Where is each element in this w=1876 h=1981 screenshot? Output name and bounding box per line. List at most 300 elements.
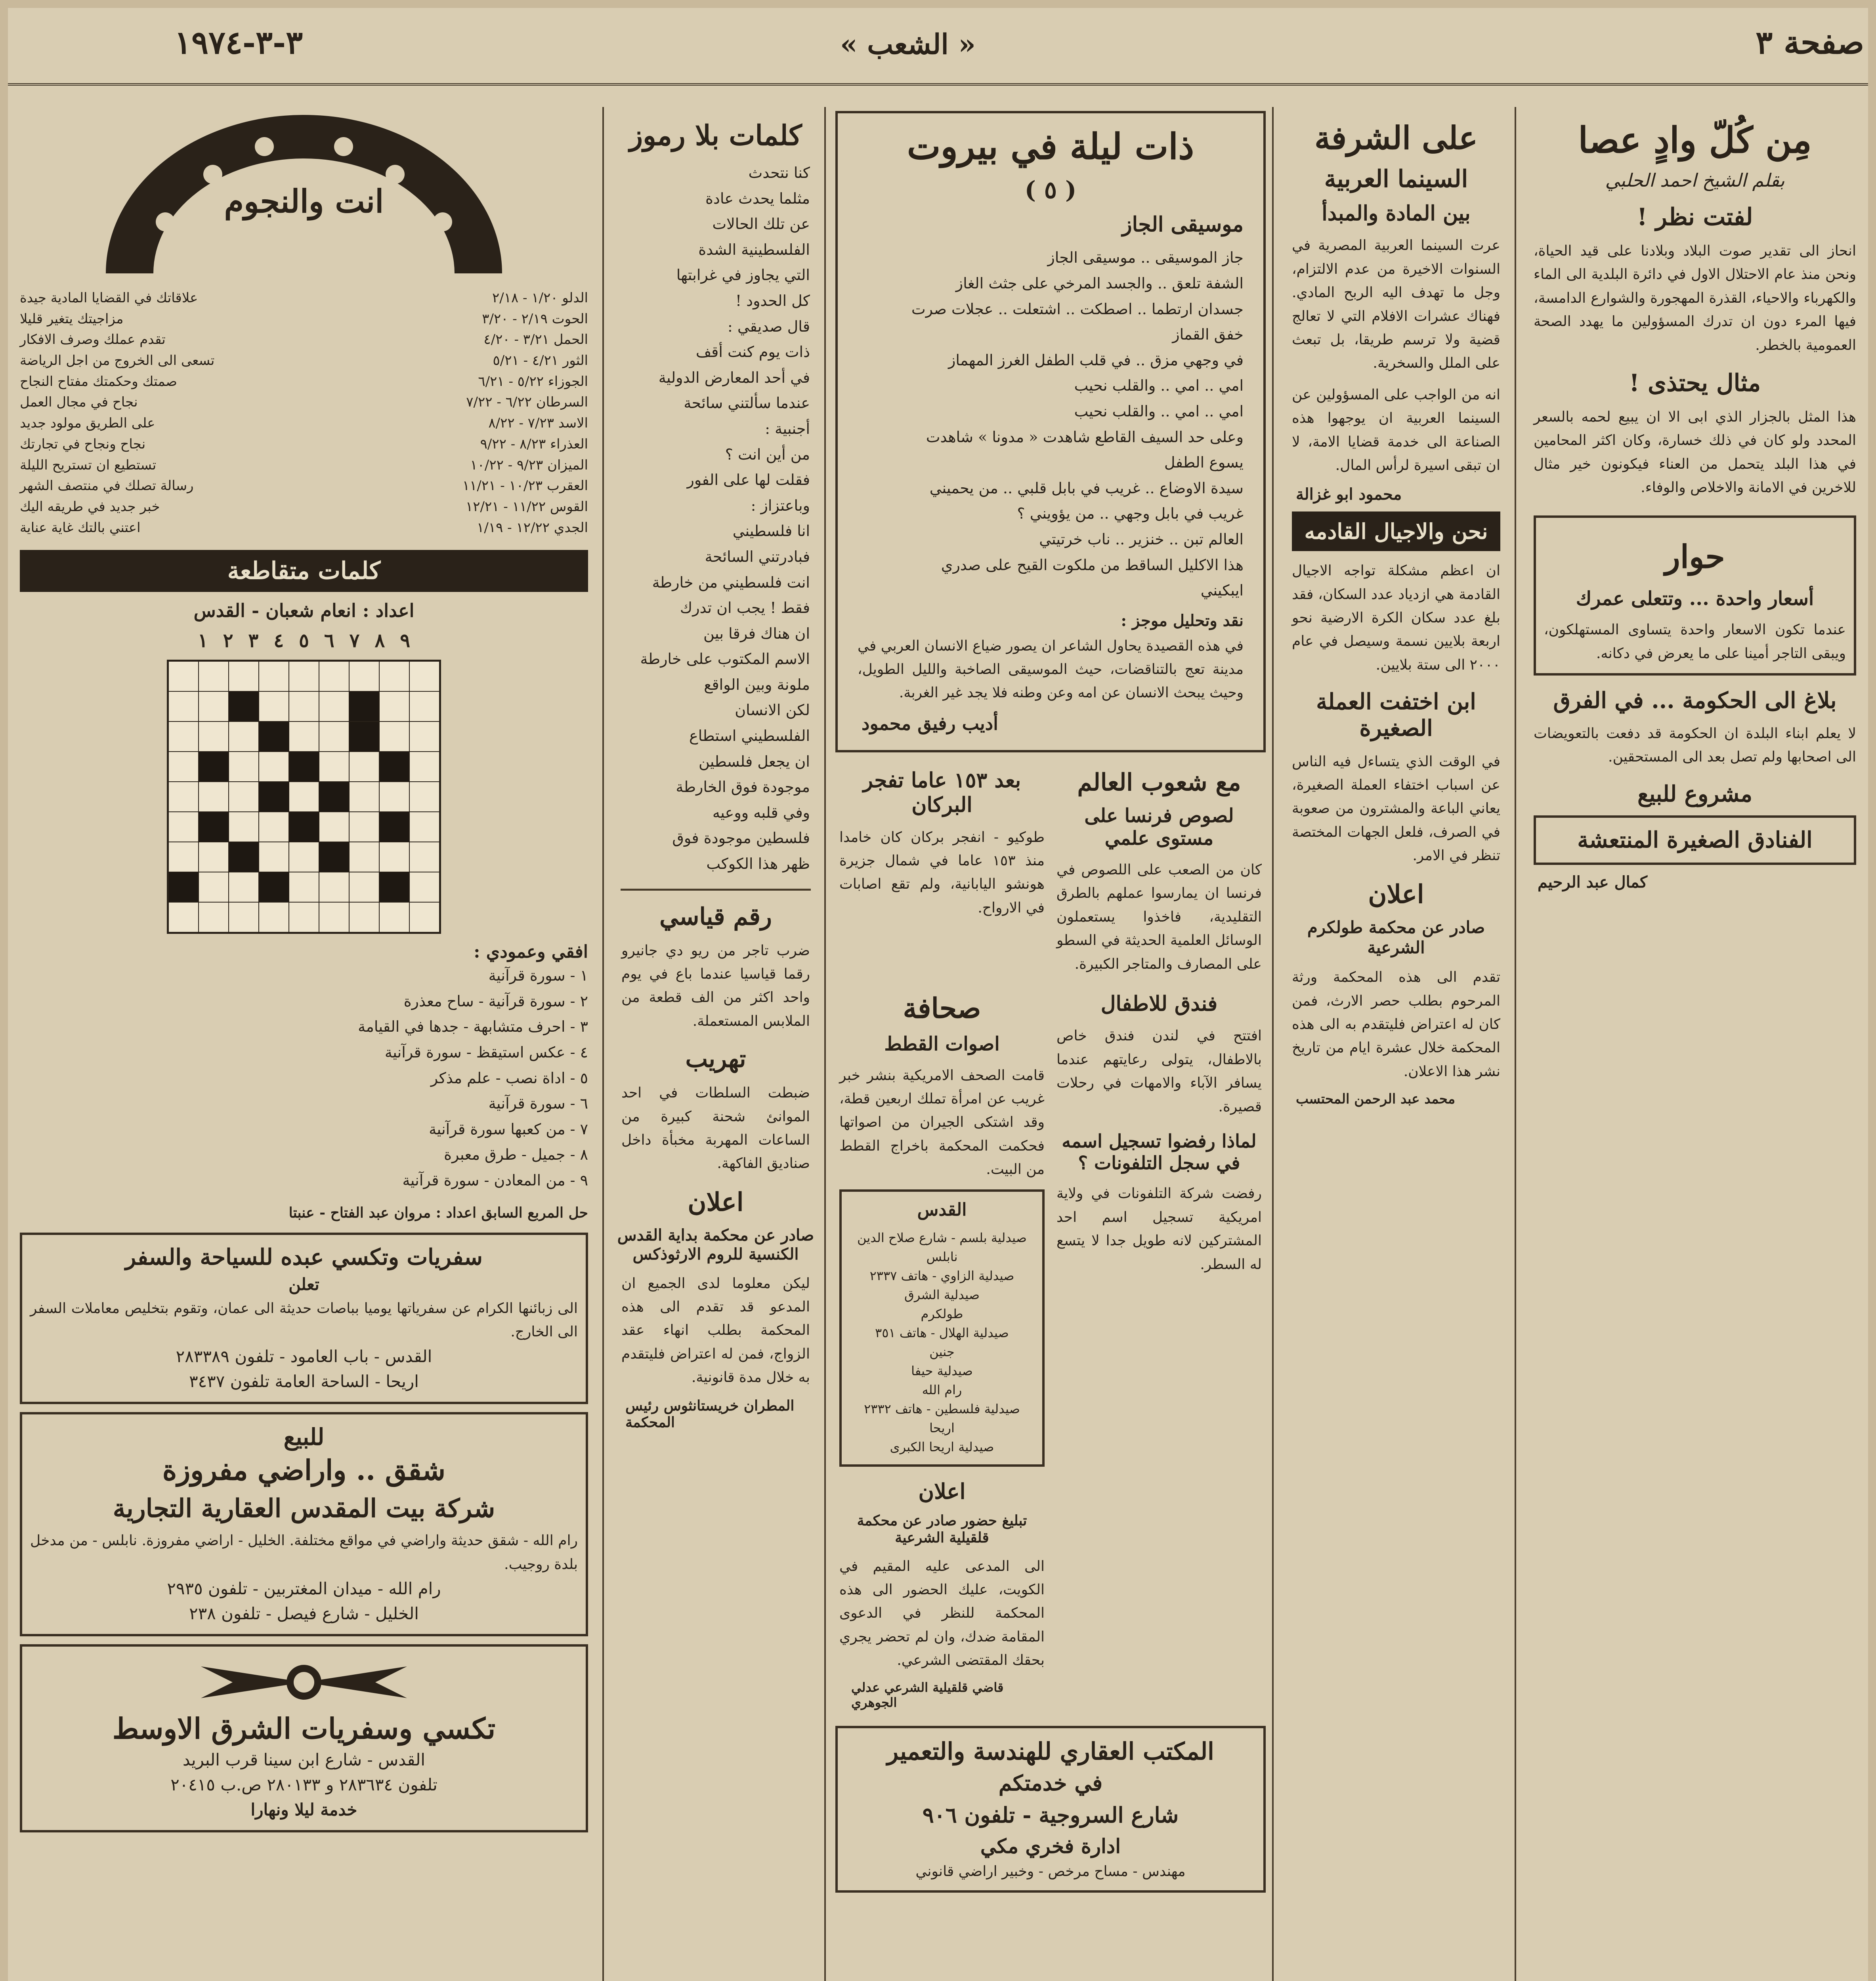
crossword-cell — [379, 691, 409, 721]
dialogue-box — [1534, 515, 1856, 676]
ad-title: للبيع — [283, 1423, 325, 1450]
column-poem — [609, 107, 822, 1981]
zodiac-row — [20, 329, 588, 350]
poem-line: امي .. امي .. والقلب نحيب — [1074, 402, 1244, 420]
column-divider — [824, 107, 826, 1981]
crossword-black-cell — [259, 872, 289, 902]
crossword-author: اعداد : انعام شعبان - القدس — [193, 600, 415, 622]
poem-line: موجودة فوق الخارطة — [676, 778, 810, 796]
crossword-cell — [289, 902, 319, 932]
poem-line: الشفة تلعق .. والجسد المرخي على جثث الغاز — [955, 274, 1244, 292]
zodiac-text: مزاجيتك يتغير قليلا — [20, 311, 124, 327]
crossword-cell — [379, 782, 409, 812]
zodiac-sign: الدلو ١/٢٠ - ٢/١٨ — [492, 290, 588, 306]
column-divider — [602, 107, 604, 1981]
clue: ٦ - سورة قرآنية — [488, 1095, 588, 1113]
issue-date: ٣-٣-١٩٧٤ — [174, 24, 303, 61]
pharmacy-line: صيدلية الهلال - هاتف ٣٥١ — [875, 1325, 1009, 1341]
article-body: في الوقت الذي يتساءل فيه الناس عن اسباب اختفاء العملة الصغيرة، يعاني الباعة والمشترون من صعوبة في الصرف، فلعل الجهات المختصة تنظر في الامر. — [1292, 753, 1500, 864]
crossword-black-cell — [229, 691, 259, 721]
crossword-number: ٤ — [273, 630, 284, 652]
crossword-cell — [168, 661, 199, 691]
poem-line: سيدة الاوضاع .. غريب في بابل قلبي .. من يحميني — [929, 479, 1244, 497]
crossword-black-cell — [349, 691, 379, 721]
article-body: هذا المثل بالجزار الذي ابى الا ان يبيع لحمه بالسعر المحدد ولو كان في ذلك خسارة، وكان اكثر المحامين في هذا البلد يتحمل من العناء فيكونون خير مثال للاخرين في الامانة والاخلاص والوفاء. — [1534, 408, 1856, 496]
zodiac-text: علاقاتك في القضايا المادية جيدة — [20, 290, 198, 306]
poem-series-title: ذات ليلة في بيروت — [907, 126, 1194, 168]
section-heading: مثال يحتذى ! — [1629, 369, 1761, 397]
poem-line: وفي قلبه ووعيه — [712, 803, 810, 821]
section-heading: مشروع للبيع — [1637, 781, 1752, 807]
article-body: قامت الصحف الامريكية بنشر خبر غريب عن امرأة تملك اربعين قطة، وقد اشتكى الجيران من اصواتها فحكمت المحكمة باخراج القطط من البيت. — [839, 1067, 1045, 1178]
poem-line: كل الحدود ! — [735, 292, 810, 309]
clue: ٨ - جميل - طرق معبرة — [444, 1146, 588, 1164]
crossword-cell — [229, 872, 259, 902]
notice-body: ليكن معلوما لدى الجميع ان المدعو قد تقدم الى هذه المحكمة بطلب انهاء عقد الزواج، فمن له اعتراض فليتقدم به خلال مدة قانونية. — [621, 1275, 810, 1386]
zodiac-sign: الثور ٤/٢١ - ٥/٢١ — [493, 353, 588, 369]
ad-phone: رام الله - ميدان المغتربين - تلفون ٢٩٣٥ — [167, 1578, 441, 1598]
crossword-cell — [349, 842, 379, 872]
zodiac-list — [8, 288, 600, 538]
section-heading: تهريب — [685, 1045, 746, 1073]
signature: كمال عبد الرحيم — [1538, 872, 1647, 891]
ad-manager: ادارة فخري مكي — [980, 1834, 1121, 1858]
crossword-cell — [349, 661, 379, 691]
crossword-cell — [259, 661, 289, 691]
crossword-cell — [379, 842, 409, 872]
press-news — [835, 980, 1049, 1718]
crossword-cell — [168, 902, 199, 932]
zodiac-row — [20, 496, 588, 517]
notice-subtitle: صادر عن محكمة طولكرم الشرعية — [1307, 918, 1485, 957]
winged-emblem-icon — [30, 1658, 578, 1706]
article-title: اصوات القطط — [884, 1033, 1000, 1055]
crossword-grid — [167, 660, 441, 934]
article-title: لصوص فرنسا على مستوى علمي — [1084, 804, 1234, 850]
crossword-cell — [259, 752, 289, 782]
section-heading: صحافة — [903, 992, 981, 1025]
notice-signature: قاضي قلقيلية الشرعي عدلي الجوهري — [851, 1680, 1004, 1710]
poem-line: مثلما يحدث عادة — [705, 189, 810, 207]
clue: ٢ - سورة قرآنية - ساح معذرة — [403, 992, 588, 1010]
poem-line: فقط ! يجب ان تدرك — [680, 599, 810, 617]
notice-signature: محمد عبد الرحمن المحتسب — [1296, 1091, 1456, 1107]
clue: ٧ - من كعبها سورة قرآنية — [429, 1120, 588, 1138]
column-divider — [1515, 107, 1516, 1981]
crossword-cell — [229, 782, 259, 812]
crossword-number: ٧ — [349, 630, 360, 652]
article-body: ضبطت السلطات في احد الموانئ شحنة كبيرة من الساعات المهربة مخبأة داخل صناديق الفاكهة. — [621, 1085, 810, 1172]
crossword-black-cell — [199, 812, 229, 842]
ad-title: الفنادق الصغيرة المنتعشة — [1577, 827, 1813, 853]
poem-box — [835, 111, 1266, 752]
box-title: حوار — [1665, 538, 1725, 575]
crossword-number: ٦ — [324, 630, 334, 652]
poem-line: هذا الاكليل الساقط من ملكوت القيح على صدري — [941, 556, 1244, 574]
pharmacy-line: صيدلية الشرق — [904, 1287, 980, 1303]
zodiac-row — [20, 517, 588, 538]
article-title: فندق للاطفال — [1100, 992, 1218, 1016]
article-body: انحاز الى تقدير صوت البلاد وبلادنا على قيد الحياة، ونحن منذ عام الاحتلال الاول في دائرة البلدية الى الماء والكهرباء والاحياء، القذرة المهجورة والشوارع الدامسة، فيها المرء دون ان تدرك المسؤولين ما يهدد الصحة العمومية بالخطر. — [1534, 243, 1857, 353]
poem-line: غريب في بابل وجهي .. من يؤويني ؟ — [1017, 505, 1244, 523]
crossword-cell — [168, 752, 199, 782]
crossword-black-cell — [259, 782, 289, 812]
column-poetry-news — [831, 107, 1270, 1981]
newspaper-page — [8, 8, 1868, 1981]
crossword-cell — [319, 691, 349, 721]
notice-body: تقدم الى هذه المحكمة ورثة المرحوم بطلب حصر الارث، فمن كان له اعتراض فليتقدم به الى هذه المحكمة خلال عشرة ايام من تاريخ نشر هذا الاعلان. — [1292, 969, 1500, 1080]
crossword-cell — [289, 721, 319, 752]
zodiac-row — [20, 288, 588, 309]
zodiac-text: تقدم عملك وصرف الافكار — [20, 332, 166, 348]
crossword-number: ٢ — [223, 630, 233, 652]
zodiac-text: نجاح في مجال العمل — [20, 394, 138, 410]
crossword-cell — [409, 812, 439, 842]
poem-line: جسدان ارتطما .. اصطكت .. اشتعلت .. عجلات صرت — [911, 300, 1244, 318]
volcano-news — [835, 756, 1049, 976]
poem-line: ان هناك فرقا بين — [703, 624, 810, 642]
article-body: لا يعلم ابناء البلدة ان الحكومة قد دفعت بالتعويضات الى اصحابها ولم تصل بعد الى المستحقين. — [1534, 725, 1856, 765]
clue: ٩ - من المعادن - سورة قرآنية — [402, 1171, 588, 1189]
poem-title: موسيقى الجاز — [1122, 212, 1244, 237]
zodiac-row — [20, 475, 588, 496]
previous-solution: حل المربع السابق اعداد : مروان عبد الفتاح - عنبتا — [288, 1204, 588, 1221]
crossword-number: ٣ — [248, 630, 259, 652]
zodiac-sign: الاسد ٧/٢٣ - ٨/٢٢ — [488, 415, 588, 431]
poem-title: كلمات بلا رموز — [629, 119, 802, 152]
crossword-cell — [199, 782, 229, 812]
ad-company: شركة بيت المقدس العقارية التجارية — [113, 1493, 495, 1523]
section-heading: بلاغ الى الحكومة ... في الفرق — [1553, 687, 1837, 714]
poem-line: العالم تبن .. خنزير .. ناب خرتيتي — [1039, 530, 1244, 548]
poem-lines — [621, 160, 810, 877]
pharmacy-line: طولكرم — [921, 1306, 963, 1322]
article-title: السينما العربية — [1324, 165, 1468, 193]
pharmacy-box — [839, 1189, 1045, 1467]
crossword-black-cell — [319, 782, 349, 812]
section-banner: نحن والاجيال القادمه — [1292, 511, 1500, 551]
pharmacy-line: صيدلية الزاوي - هاتف ٢٣٣٧ — [869, 1268, 1014, 1284]
zodiac-text: نجاح ونجاح في تجارتك — [20, 436, 146, 452]
column-cinema — [1280, 107, 1512, 1981]
crossword-cell — [289, 842, 319, 872]
crossword-cell — [168, 782, 199, 812]
crossword-number: ٥ — [299, 630, 309, 652]
poem-line: وعلى حد السيف القاطع شاهدت « مدونا » شاهدت — [926, 428, 1244, 446]
column-opinion — [1522, 107, 1868, 1981]
page-number: صفحة ٣ — [1756, 24, 1864, 61]
zodiac-row — [20, 350, 588, 371]
box-body: عندما تكون الاسعار واحدة يتساوى المستهلكون، ويبقى التاجر أمينا على ما يعرض في دكانه. — [1544, 622, 1846, 662]
crossword-cell — [349, 812, 379, 842]
newspaper-name: « الشعب » — [840, 28, 976, 61]
zodiac-row — [20, 392, 588, 413]
crossword-cell — [319, 872, 349, 902]
crossword-cell — [349, 902, 379, 932]
real-estate-office-ad — [835, 1726, 1266, 1893]
article-body: افتتح في لندن فندق خاص بالاطفال، يتولى رعايتهم عندما يسافر الآباء والامهات في رحلات قصيرة. — [1056, 1028, 1262, 1115]
crossword-cell — [229, 812, 259, 842]
signature: محمود ابو غزالة — [1296, 485, 1402, 504]
ad-footer: خدمة ليلا ونهارا — [250, 1800, 357, 1819]
crossword-cell — [168, 691, 199, 721]
zodiac-sign: الجدي ١٢/٢٢ - ١/١٩ — [477, 519, 588, 536]
zodiac-sign: الميزان ٩/٢٣ - ١٠/٢٢ — [470, 457, 588, 473]
crossword-cell — [379, 661, 409, 691]
ad-footer: مهندس - مساح مرخص - وخبير اراضي قانوني — [915, 1863, 1186, 1880]
poem-line: الاسم المكتوب على خارطة — [640, 650, 810, 668]
crossword-cell — [289, 691, 319, 721]
poem-line: فبادرتني السائحة — [705, 548, 810, 565]
pharmacy-line: صيدلية بلسم - شارع صلاح الدين — [857, 1230, 1027, 1246]
crossword-cell — [319, 902, 349, 932]
zodiac-text: على الطريق مولود جديد — [20, 415, 155, 431]
ad-address: القدس - باب العامود - تلفون ٢٨٣٣٨٩ — [176, 1346, 432, 1366]
crossword-black-cell — [349, 721, 379, 752]
zodiac-row — [20, 455, 588, 476]
ad-subtitle: في خدمتكم — [998, 1770, 1103, 1796]
poem-line: خفق القماز — [1172, 326, 1244, 344]
poem-line: في وجهي مزق .. في قلب الطفل الغرز المهماز — [948, 351, 1244, 369]
notice-subtitle: صادر عن محكمة بداية القدس الكنسية للروم الارثوذكس — [617, 1225, 814, 1263]
article-subtitle: بين المادة والمبدأ — [1322, 201, 1471, 225]
crossword-number: ٨ — [374, 630, 385, 652]
poem-line: في أحد المعارض الدولية — [658, 368, 810, 386]
crossword-black-cell — [199, 752, 229, 782]
crossword-number: ١ — [197, 630, 208, 652]
ad-title: تكسي وسفريات الشرق الاوسط — [112, 1711, 496, 1745]
poem-line: ملونة وبين الواقع — [704, 676, 810, 693]
zodiac-row — [20, 413, 588, 434]
poem-line: وباعتزاز : — [751, 496, 810, 514]
article-body: طوكيو - انفجر بركان كان خامدا منذ ١٥٣ عاما في شمال جزيرة هونشو اليابانية، ولم تقع اصابات في الارواح. — [839, 829, 1045, 916]
poem-line: عندما سألتني سائحة — [684, 394, 810, 412]
zodiac-text: خبر جديد في طريقه اليك — [20, 498, 160, 515]
poem-line: ظهر هذا الكوكب — [706, 855, 810, 873]
ad-body: الى زبائنها الكرام عن سفرياتها يوميا بباصات حديثة الى عمان، وتقوم بتخليص معاملات السفر الى الخارج. — [30, 1300, 578, 1340]
zodiac-sign: السرطان ٦/٢٢ - ٧/٢٢ — [466, 394, 588, 410]
section-heading: رقم قياسي — [659, 903, 772, 931]
poem-line: ان يجعل فلسطين — [698, 752, 810, 770]
column-misc — [8, 107, 600, 1981]
poem-line: فقلت لها على الفور — [687, 471, 810, 489]
zodiac-text: تستطيع ان تستريح الليلة — [20, 457, 157, 473]
section-heading: ابن اختفت العملة الصغيرة — [1316, 689, 1476, 742]
crossword-cell — [409, 782, 439, 812]
ad-address: اريحا - الساحة العامة تلفون ٣٤٣٧ — [189, 1371, 419, 1391]
clue: ٤ - عكس استيقظ - سورة قرآنية — [384, 1044, 588, 1061]
article-body: كان من الصعب على اللصوص في فرنسا ان يمارسوا عملهم بالطرق التقليدية، فاخذوا يستعملون الوسائل العلمية الحديثة في السطو على المصارف والمتاجر الكبيرة. — [1056, 862, 1262, 972]
zodiac-sign: العذراء ٨/٢٣ - ٩/٢٢ — [480, 436, 588, 452]
byline: بقلم الشيخ احمد الحلبي — [1605, 170, 1785, 191]
article-title: لماذا رفضوا تسجيل اسمه في سجل التلفونات ؟ — [1062, 1130, 1257, 1174]
crossword-black-cell — [229, 842, 259, 872]
crossword-number: ٩ — [400, 630, 411, 652]
crossword-cell — [229, 661, 259, 691]
pharmacy-line: صيدلية اريحا الكبرى — [890, 1439, 994, 1455]
poem-line: ذات يوم كنت أقف — [695, 343, 810, 361]
poem-line: كنا نتحدث — [748, 164, 810, 181]
hotel-news — [1053, 980, 1266, 1718]
crossword-cell — [319, 661, 349, 691]
world-news — [1053, 756, 1266, 976]
crossword-cell — [199, 721, 229, 752]
pharmacy-line: رام الله — [922, 1382, 962, 1398]
pharmacy-line: نابلس — [926, 1249, 958, 1265]
zodiac-row — [20, 371, 588, 392]
crossword-cell — [319, 752, 349, 782]
pharmacy-line: صيدلية حيفا — [911, 1363, 973, 1379]
crossword-cell — [289, 782, 319, 812]
crossword-cell — [289, 661, 319, 691]
clues-title: افقي وعمودي : — [474, 942, 588, 962]
zodiac-sign: الحمل ٣/٢١ - ٤/٢٠ — [483, 332, 588, 348]
crossword-cell — [409, 661, 439, 691]
zodiac-row — [20, 434, 588, 455]
crossword-cell — [259, 902, 289, 932]
ad-address: شارع السروجية - تلفون ٩٠٦ — [922, 1802, 1179, 1828]
notice-subtitle: تبليغ حضور صادر عن محكمة قلقيلية الشرعية — [857, 1512, 1027, 1546]
real-estate-ad — [20, 1412, 588, 1636]
crossword-numbers — [8, 630, 600, 652]
poem-lines — [858, 245, 1244, 603]
crossword-cell — [259, 691, 289, 721]
crossword-cell — [409, 691, 439, 721]
notice-title: اعلان — [1368, 879, 1424, 909]
pharmacy-city: القدس — [917, 1199, 967, 1220]
crossword-cell — [319, 721, 349, 752]
poem-line: انت فلسطيني من خارطة — [652, 573, 810, 591]
poem-line: التي يجاوز في غرابتها — [676, 266, 810, 284]
box-subtitle: أسعار واحدة ... وتتعلى عمرك — [1576, 587, 1814, 610]
poem-line: فلسطين موجودة فوق — [672, 829, 810, 847]
masthead — [8, 8, 1868, 86]
crossword-cell — [349, 782, 379, 812]
taxi-ad — [20, 1644, 588, 1832]
clue: ٥ - اداة نصب - علم مذكر — [430, 1069, 588, 1087]
crossword-black-cell — [289, 752, 319, 782]
column-divider — [1272, 107, 1274, 1981]
ad-subtitle: شقق .. واراضي مفروزة — [162, 1453, 446, 1487]
crossword-cell — [168, 842, 199, 872]
crossword-cell — [259, 812, 289, 842]
poem-line: ايبكيني — [1200, 582, 1244, 599]
article-title: مِن كُلّ وادٍ عصا — [1578, 119, 1812, 161]
crossword-black-cell — [259, 721, 289, 752]
ad-phone: تلفون ٢٨٣٦٣٤ و ٢٨٠١٣٣ ص.ب ٢٠٤١٥ — [170, 1775, 437, 1794]
crossword-cell — [199, 872, 229, 902]
zodiac-text: تسعى الى الخروج من اجل الرياضة — [20, 353, 215, 369]
poem-line: لكن الانسان — [735, 701, 810, 719]
crossword-black-cell — [379, 752, 409, 782]
ad-subtitle: تعلن — [288, 1274, 319, 1294]
zodiac-sign: الحوت ٢/١٩ - ٣/٢٠ — [482, 311, 588, 327]
zodiac-text: صمتك وحكمتك مفتاح النجاح — [20, 373, 177, 389]
stars-title: انت والنجوم — [224, 183, 384, 220]
crossword-cell — [229, 902, 259, 932]
ad-title: المكتب العقاري للهندسة والتعمير — [887, 1738, 1214, 1766]
poem-line: أجنبية : — [765, 420, 810, 437]
crossword-cell — [259, 842, 289, 872]
pharmacy-line: صيدلية فلسطين - هاتف ٢٣٣٢ — [864, 1401, 1020, 1417]
clue: ٣ - احرف متشابهة - جدها في القيامة — [358, 1018, 588, 1036]
zodiac-sign: العقرب ١٠/٢٣ - ١١/٢١ — [462, 478, 588, 494]
section-brand: على الشرفة — [1314, 119, 1478, 156]
hotel-ad — [1534, 815, 1856, 865]
zodiac-text: اعتني بالتك غاية عناية — [20, 519, 141, 536]
pharmacy-line: اريحا — [929, 1420, 955, 1436]
notice-title: اعلان — [688, 1187, 744, 1217]
section-heading: مع شعوب العالم — [1077, 768, 1241, 796]
notice-signature: المطران خريستانثوس رئيس المحكمة — [625, 1397, 795, 1431]
notice-body: الى المدعى عليه المقيم في الكويت، عليك الحضور الى هذه المحكمة للنظر في الدعوى المقامة ضدك، وان لم تحضر يجري بحقك المقتضى الشرعي. — [839, 1558, 1045, 1669]
article-body: ضرب تاجر من ريو دي جانيرو رقما قياسيا عندما باع في يوم واحد اكثر من الف قطعة من الملابس المستعملة. — [621, 942, 810, 1029]
zodiac-sign: القوس ١١/٢٢ - ١٢/٢١ — [465, 498, 588, 515]
crossword-title: كلمات متقاطعة — [20, 550, 588, 592]
article-body: انه من الواجب على المسؤولين عن السينما العربية ان يوجهوا هذه الصناعة الى خدمة قضايا الامة، لا ان تبقى اسيرة لرأس المال. — [1292, 386, 1500, 473]
section-divider — [621, 889, 811, 891]
poem-line: يسوع الطفل — [1164, 454, 1244, 471]
clues-list — [20, 963, 588, 1193]
ad-body: رام الله - شقق حديثة واراضي في مواقع مختلفة. الخليل - اراضي مفروزة. نابلس - من مدخل بلدة روجيب. — [30, 1533, 578, 1573]
clue: ١ - سورة قرآنية — [488, 967, 588, 985]
crossword-black-cell — [168, 872, 199, 902]
signature: أديب رفيق محمود — [862, 712, 998, 734]
crossword-cell — [319, 812, 349, 842]
poem-line: عن تلك الحالات — [712, 215, 810, 233]
crossword-cell — [229, 752, 259, 782]
crossword-cell — [409, 752, 439, 782]
article-body: رفضت شركة التلفونات في ولاية امريكية تسجيل اسم احد المشتركين لانه طويل جدا لا يتسع له السطر. — [1056, 1185, 1262, 1273]
crossword-black-cell — [379, 872, 409, 902]
ad-phone: الخليل - شارع فيصل - تلفون ٢٣٨ — [189, 1603, 419, 1623]
crossword-cell — [349, 872, 379, 902]
crossword-cell — [409, 872, 439, 902]
crossword-cell — [168, 812, 199, 842]
crossword-black-cell — [319, 842, 349, 872]
travel-ad — [20, 1233, 588, 1404]
crossword-cell — [229, 721, 259, 752]
poem-line: من أين انت ؟ — [725, 445, 810, 463]
crossword-cell — [379, 721, 409, 752]
zodiac-text: رسالة تصلك في منتصف الشهر — [20, 478, 194, 494]
poem-line: امي .. امي .. والقلب نحيب — [1074, 377, 1244, 395]
crossword-cell — [199, 842, 229, 872]
poem-line: جاز الموسيقى .. موسيقى الجاز — [1047, 249, 1244, 267]
crossword-cell — [199, 661, 229, 691]
critique-body: في هذه القصيدة يحاول الشاعر ان يصور ضياع الانسان العربي في مدينة تعج بالتناقضات، حيث الموسيقى الصاخبة والليل الطويل، وحيث يبحث الانسان عن امه وعن وطنه فلا يجد غير الغربة. — [858, 637, 1244, 701]
crossword-cell — [199, 902, 229, 932]
crossword-black-cell — [379, 812, 409, 842]
notice-title: اعلان — [918, 1479, 966, 1504]
crossword-cell — [168, 721, 199, 752]
ad-title: سفريات وتكسي عبده للسياحة والسفر — [125, 1244, 483, 1270]
poem-line: قال صديقي : — [728, 317, 810, 335]
section-heading: لفتت نظر ! — [1637, 203, 1753, 231]
ad-address: القدس - شارع ابن سينا قرب البريد — [182, 1750, 426, 1769]
poem-line: الفلسطيني استطاع — [689, 727, 810, 745]
poem-line: الفلسطينية الشدة — [698, 240, 810, 258]
pharmacy-line: جنين — [929, 1344, 955, 1360]
crossword-cell — [289, 872, 319, 902]
crossword-cell — [409, 902, 439, 932]
crossword-cell — [349, 752, 379, 782]
crossword-cell — [199, 691, 229, 721]
zodiac-sign: الجوزاء ٥/٢٢ - ٦/٢١ — [478, 373, 588, 389]
article-body: عرت السينما العربية المصرية في السنوات الاخيرة من عدم الالتزام، وجل ما تهدف اليه الربح المادي. فهناك عشرات الافلام التي لا تعالج قضية ولا ترسم طريقا، بل تبعث على الملل والسخرية. — [1292, 237, 1500, 372]
crossword-black-cell — [289, 812, 319, 842]
article-title: بعد ١٥٣ عاما تفجر البركان — [863, 768, 1021, 817]
